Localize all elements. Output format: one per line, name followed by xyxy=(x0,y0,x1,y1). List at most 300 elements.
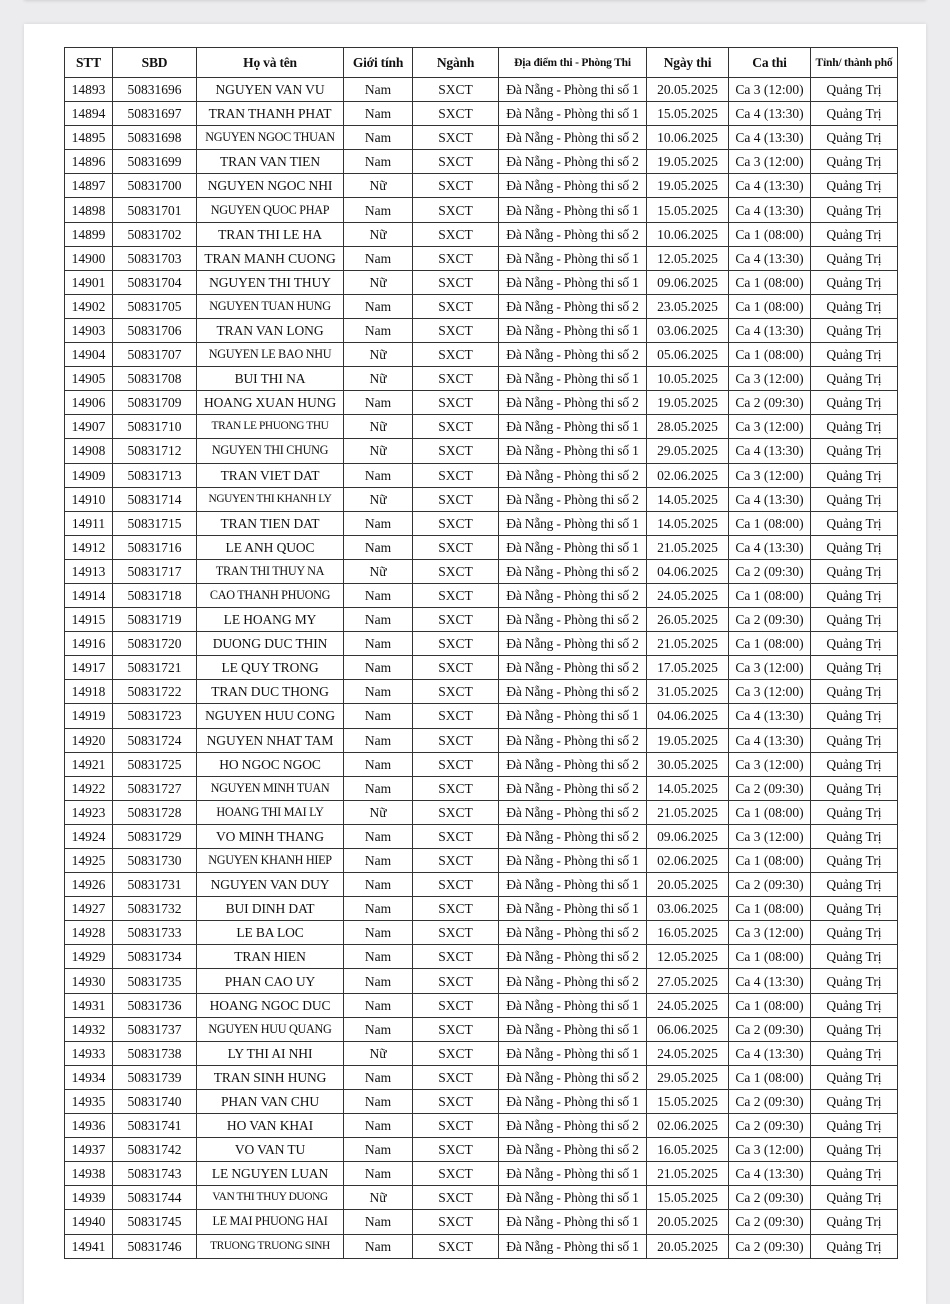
cell-date: 23.05.2025 xyxy=(647,294,729,318)
cell-name: PHAN VAN CHU xyxy=(197,1089,344,1113)
cell-shift: Ca 2 (09:30) xyxy=(729,391,811,415)
cell-date: 12.05.2025 xyxy=(647,246,729,270)
cell-location: Đà Nẵng - Phòng thi số 2 xyxy=(499,174,647,198)
cell-major: SXCT xyxy=(413,800,499,824)
cell-date: 21.05.2025 xyxy=(647,1162,729,1186)
cell-gender: Nữ xyxy=(344,487,413,511)
cell-date: 21.05.2025 xyxy=(647,535,729,559)
cell-province: Quảng Trị xyxy=(811,1017,898,1041)
table-row xyxy=(65,343,898,367)
cell-location: Đà Nẵng - Phòng thi số 2 xyxy=(499,559,647,583)
cell-major: SXCT xyxy=(413,198,499,222)
cell-stt: 14914 xyxy=(65,583,113,607)
table-row xyxy=(65,776,898,800)
cell-sbd: 50831701 xyxy=(113,198,197,222)
cell-location: Đà Nẵng - Phòng thi số 1 xyxy=(499,1186,647,1210)
cell-name: LE NGUYEN LUAN xyxy=(197,1162,344,1186)
cell-major: SXCT xyxy=(413,1065,499,1089)
cell-major: SXCT xyxy=(413,873,499,897)
cell-major: SXCT xyxy=(413,439,499,463)
cell-sbd: 50831703 xyxy=(113,246,197,270)
cell-sbd: 50831712 xyxy=(113,439,197,463)
cell-shift: Ca 4 (13:30) xyxy=(729,102,811,126)
cell-shift: Ca 1 (08:00) xyxy=(729,343,811,367)
table-row xyxy=(65,439,898,463)
cell-name: PHAN CAO UY xyxy=(197,969,344,993)
cell-gender: Nam xyxy=(344,1089,413,1113)
table-row xyxy=(65,824,898,848)
cell-stt: 14907 xyxy=(65,415,113,439)
cell-sbd: 50831740 xyxy=(113,1089,197,1113)
cell-sbd: 50831730 xyxy=(113,849,197,873)
cell-sbd: 50831721 xyxy=(113,656,197,680)
cell-gender: Nam xyxy=(344,897,413,921)
cell-date: 02.06.2025 xyxy=(647,849,729,873)
cell-date: 29.05.2025 xyxy=(647,439,729,463)
cell-gender: Nam xyxy=(344,1114,413,1138)
cell-sbd: 50831734 xyxy=(113,945,197,969)
cell-major: SXCT xyxy=(413,559,499,583)
cell-date: 19.05.2025 xyxy=(647,150,729,174)
cell-shift: Ca 4 (13:30) xyxy=(729,704,811,728)
table-row xyxy=(65,849,898,873)
cell-sbd: 50831700 xyxy=(113,174,197,198)
cell-shift: Ca 2 (09:30) xyxy=(729,1210,811,1234)
cell-date: 31.05.2025 xyxy=(647,680,729,704)
cell-name: LE BA LOC xyxy=(197,921,344,945)
cell-shift: Ca 2 (09:30) xyxy=(729,1089,811,1113)
cell-name: LE HOANG MY xyxy=(197,608,344,632)
cell-stt: 14921 xyxy=(65,752,113,776)
cell-province: Quảng Trị xyxy=(811,487,898,511)
cell-gender: Nam xyxy=(344,728,413,752)
cell-sbd: 50831735 xyxy=(113,969,197,993)
cell-shift: Ca 1 (08:00) xyxy=(729,511,811,535)
cell-date: 10.05.2025 xyxy=(647,367,729,391)
cell-name: LE MAI PHUONG HAI xyxy=(197,1210,344,1234)
cell-stt: 14919 xyxy=(65,704,113,728)
table-row xyxy=(65,246,898,270)
cell-province: Quảng Trị xyxy=(811,1114,898,1138)
cell-date: 04.06.2025 xyxy=(647,704,729,728)
cell-sbd: 50831699 xyxy=(113,150,197,174)
cell-location: Đà Nẵng - Phòng thi số 2 xyxy=(499,487,647,511)
cell-gender: Nam xyxy=(344,873,413,897)
cell-major: SXCT xyxy=(413,222,499,246)
cell-province: Quảng Trị xyxy=(811,343,898,367)
cell-shift: Ca 3 (12:00) xyxy=(729,150,811,174)
cell-date: 20.05.2025 xyxy=(647,873,729,897)
cell-name: NGUYEN THI THUY xyxy=(197,270,344,294)
cell-date: 21.05.2025 xyxy=(647,800,729,824)
table-row xyxy=(65,921,898,945)
cell-date: 12.05.2025 xyxy=(647,945,729,969)
cell-shift: Ca 2 (09:30) xyxy=(729,1114,811,1138)
cell-name: TRAN LE PHUONG THU xyxy=(197,415,344,439)
cell-gender: Nam xyxy=(344,993,413,1017)
cell-name: TRAN VAN TIEN xyxy=(197,150,344,174)
cell-date: 19.05.2025 xyxy=(647,174,729,198)
cell-gender: Nam xyxy=(344,102,413,126)
cell-province: Quảng Trị xyxy=(811,294,898,318)
cell-stt: 14912 xyxy=(65,535,113,559)
cell-major: SXCT xyxy=(413,776,499,800)
cell-sbd: 50831708 xyxy=(113,367,197,391)
cell-major: SXCT xyxy=(413,1234,499,1258)
cell-sbd: 50831709 xyxy=(113,391,197,415)
cell-shift: Ca 1 (08:00) xyxy=(729,993,811,1017)
table-row xyxy=(65,728,898,752)
table-row xyxy=(65,126,898,150)
cell-shift: Ca 2 (09:30) xyxy=(729,873,811,897)
cell-name: DUONG DUC THIN xyxy=(197,632,344,656)
cell-sbd: 50831706 xyxy=(113,318,197,342)
cell-sbd: 50831710 xyxy=(113,415,197,439)
cell-province: Quảng Trị xyxy=(811,1065,898,1089)
cell-stt: 14903 xyxy=(65,318,113,342)
cell-name: VO VAN TU xyxy=(197,1138,344,1162)
cell-name: HOANG THI MAI LY xyxy=(197,800,344,824)
cell-stt: 14899 xyxy=(65,222,113,246)
cell-stt: 14934 xyxy=(65,1065,113,1089)
cell-name: NGUYEN KHANH HIEP xyxy=(197,849,344,873)
cell-name: NGUYEN HUU QUANG xyxy=(197,1017,344,1041)
table-row xyxy=(65,969,898,993)
cell-location: Đà Nẵng - Phòng thi số 2 xyxy=(499,343,647,367)
cell-gender: Nam xyxy=(344,632,413,656)
cell-shift: Ca 2 (09:30) xyxy=(729,1186,811,1210)
cell-gender: Nữ xyxy=(344,1041,413,1065)
table-row xyxy=(65,463,898,487)
cell-date: 09.06.2025 xyxy=(647,270,729,294)
cell-major: SXCT xyxy=(413,752,499,776)
cell-shift: Ca 4 (13:30) xyxy=(729,1041,811,1065)
table-row xyxy=(65,800,898,824)
cell-major: SXCT xyxy=(413,343,499,367)
cell-shift: Ca 3 (12:00) xyxy=(729,1138,811,1162)
cell-stt: 14938 xyxy=(65,1162,113,1186)
cell-date: 10.06.2025 xyxy=(647,222,729,246)
cell-major: SXCT xyxy=(413,391,499,415)
cell-name: NGUYEN MINH TUAN xyxy=(197,776,344,800)
cell-sbd: 50831714 xyxy=(113,487,197,511)
cell-name: NGUYEN LE BAO NHU xyxy=(197,343,344,367)
cell-name: BUI THI NA xyxy=(197,367,344,391)
cell-date: 04.06.2025 xyxy=(647,559,729,583)
cell-location: Đà Nẵng - Phòng thi số 2 xyxy=(499,222,647,246)
cell-name: VAN THI THUY DUONG xyxy=(197,1186,344,1210)
cell-name: NGUYEN TUAN HUNG xyxy=(197,294,344,318)
cell-location: Đà Nẵng - Phòng thi số 1 xyxy=(499,993,647,1017)
cell-major: SXCT xyxy=(413,174,499,198)
cell-date: 03.06.2025 xyxy=(647,897,729,921)
cell-stt: 14930 xyxy=(65,969,113,993)
cell-date: 15.05.2025 xyxy=(647,1186,729,1210)
cell-major: SXCT xyxy=(413,921,499,945)
cell-sbd: 50831715 xyxy=(113,511,197,535)
cell-major: SXCT xyxy=(413,1186,499,1210)
table-header xyxy=(65,48,898,78)
cell-province: Quảng Trị xyxy=(811,126,898,150)
cell-date: 19.05.2025 xyxy=(647,728,729,752)
cell-gender: Nữ xyxy=(344,343,413,367)
cell-gender: Nam xyxy=(344,463,413,487)
table-row xyxy=(65,873,898,897)
cell-shift: Ca 4 (13:30) xyxy=(729,174,811,198)
cell-major: SXCT xyxy=(413,824,499,848)
cell-location: Đà Nẵng - Phòng thi số 1 xyxy=(499,198,647,222)
cell-stt: 14922 xyxy=(65,776,113,800)
cell-name: TRAN SINH HUNG xyxy=(197,1065,344,1089)
table-row xyxy=(65,1138,898,1162)
table-row xyxy=(65,752,898,776)
cell-gender: Nam xyxy=(344,78,413,102)
cell-sbd: 50831727 xyxy=(113,776,197,800)
cell-location: Đà Nẵng - Phòng thi số 2 xyxy=(499,921,647,945)
cell-stt: 14902 xyxy=(65,294,113,318)
cell-stt: 14896 xyxy=(65,150,113,174)
cell-sbd: 50831705 xyxy=(113,294,197,318)
cell-province: Quảng Trị xyxy=(811,704,898,728)
cell-province: Quảng Trị xyxy=(811,921,898,945)
cell-name: TRAN THANH PHAT xyxy=(197,102,344,126)
cell-stt: 14935 xyxy=(65,1089,113,1113)
cell-date: 09.06.2025 xyxy=(647,824,729,848)
table-row xyxy=(65,198,898,222)
table-row xyxy=(65,1234,898,1258)
cell-gender: Nam xyxy=(344,1210,413,1234)
cell-date: 14.05.2025 xyxy=(647,487,729,511)
cell-date: 10.06.2025 xyxy=(647,126,729,150)
header-name: Họ và tên xyxy=(197,48,344,78)
cell-gender: Nam xyxy=(344,1162,413,1186)
cell-stt: 14931 xyxy=(65,993,113,1017)
cell-shift: Ca 1 (08:00) xyxy=(729,222,811,246)
cell-gender: Nữ xyxy=(344,415,413,439)
cell-stt: 14940 xyxy=(65,1210,113,1234)
cell-stt: 14927 xyxy=(65,897,113,921)
cell-major: SXCT xyxy=(413,728,499,752)
cell-stt: 14916 xyxy=(65,632,113,656)
cell-province: Quảng Trị xyxy=(811,969,898,993)
cell-shift: Ca 4 (13:30) xyxy=(729,198,811,222)
cell-gender: Nam xyxy=(344,1138,413,1162)
cell-location: Đà Nẵng - Phòng thi số 2 xyxy=(499,800,647,824)
table-row xyxy=(65,1114,898,1138)
cell-location: Đà Nẵng - Phòng thi số 1 xyxy=(499,415,647,439)
cell-major: SXCT xyxy=(413,993,499,1017)
table-row xyxy=(65,583,898,607)
cell-name: NGUYEN NGOC THUAN xyxy=(197,126,344,150)
cell-major: SXCT xyxy=(413,608,499,632)
cell-sbd: 50831737 xyxy=(113,1017,197,1041)
cell-shift: Ca 4 (13:30) xyxy=(729,728,811,752)
cell-province: Quảng Trị xyxy=(811,1162,898,1186)
cell-major: SXCT xyxy=(413,246,499,270)
cell-date: 02.06.2025 xyxy=(647,463,729,487)
cell-sbd: 50831741 xyxy=(113,1114,197,1138)
cell-province: Quảng Trị xyxy=(811,776,898,800)
cell-stt: 14932 xyxy=(65,1017,113,1041)
table-row xyxy=(65,1017,898,1041)
cell-name: HOANG XUAN HUNG xyxy=(197,391,344,415)
cell-province: Quảng Trị xyxy=(811,150,898,174)
cell-shift: Ca 2 (09:30) xyxy=(729,776,811,800)
cell-province: Quảng Trị xyxy=(811,752,898,776)
cell-name: HOANG NGOC DUC xyxy=(197,993,344,1017)
table-body xyxy=(65,78,898,1259)
cell-province: Quảng Trị xyxy=(811,656,898,680)
table-row xyxy=(65,294,898,318)
cell-sbd: 50831739 xyxy=(113,1065,197,1089)
table-row xyxy=(65,1089,898,1113)
cell-gender: Nam xyxy=(344,945,413,969)
cell-major: SXCT xyxy=(413,318,499,342)
cell-province: Quảng Trị xyxy=(811,728,898,752)
cell-stt: 14905 xyxy=(65,367,113,391)
cell-location: Đà Nẵng - Phòng thi số 2 xyxy=(499,752,647,776)
cell-sbd: 50831738 xyxy=(113,1041,197,1065)
cell-gender: Nữ xyxy=(344,800,413,824)
cell-location: Đà Nẵng - Phòng thi số 2 xyxy=(499,126,647,150)
cell-province: Quảng Trị xyxy=(811,680,898,704)
cell-location: Đà Nẵng - Phòng thi số 1 xyxy=(499,1234,647,1258)
cell-gender: Nam xyxy=(344,921,413,945)
cell-location: Đà Nẵng - Phòng thi số 2 xyxy=(499,608,647,632)
cell-stt: 14909 xyxy=(65,463,113,487)
cell-province: Quảng Trị xyxy=(811,608,898,632)
cell-sbd: 50831742 xyxy=(113,1138,197,1162)
cell-sbd: 50831732 xyxy=(113,897,197,921)
cell-sbd: 50831724 xyxy=(113,728,197,752)
cell-major: SXCT xyxy=(413,1162,499,1186)
cell-gender: Nam xyxy=(344,511,413,535)
cell-province: Quảng Trị xyxy=(811,535,898,559)
cell-shift: Ca 3 (12:00) xyxy=(729,78,811,102)
cell-gender: Nam xyxy=(344,824,413,848)
cell-stt: 14894 xyxy=(65,102,113,126)
cell-location: Đà Nẵng - Phòng thi số 1 xyxy=(499,318,647,342)
cell-province: Quảng Trị xyxy=(811,367,898,391)
cell-name: TRAN DUC THONG xyxy=(197,680,344,704)
cell-shift: Ca 1 (08:00) xyxy=(729,897,811,921)
cell-shift: Ca 3 (12:00) xyxy=(729,415,811,439)
cell-stt: 14904 xyxy=(65,343,113,367)
cell-major: SXCT xyxy=(413,969,499,993)
cell-gender: Nam xyxy=(344,1234,413,1258)
cell-sbd: 50831743 xyxy=(113,1162,197,1186)
cell-sbd: 50831704 xyxy=(113,270,197,294)
cell-location: Đà Nẵng - Phòng thi số 1 xyxy=(499,535,647,559)
cell-stt: 14910 xyxy=(65,487,113,511)
cell-date: 20.05.2025 xyxy=(647,1234,729,1258)
cell-location: Đà Nẵng - Phòng thi số 2 xyxy=(499,463,647,487)
cell-location: Đà Nẵng - Phòng thi số 1 xyxy=(499,873,647,897)
cell-major: SXCT xyxy=(413,150,499,174)
cell-stt: 14917 xyxy=(65,656,113,680)
cell-date: 28.05.2025 xyxy=(647,415,729,439)
cell-date: 15.05.2025 xyxy=(647,198,729,222)
cell-gender: Nam xyxy=(344,969,413,993)
cell-gender: Nam xyxy=(344,776,413,800)
cell-stt: 14908 xyxy=(65,439,113,463)
cell-shift: Ca 4 (13:30) xyxy=(729,318,811,342)
cell-sbd: 50831720 xyxy=(113,632,197,656)
cell-major: SXCT xyxy=(413,511,499,535)
cell-province: Quảng Trị xyxy=(811,1234,898,1258)
cell-shift: Ca 4 (13:30) xyxy=(729,246,811,270)
cell-province: Quảng Trị xyxy=(811,849,898,873)
cell-date: 20.05.2025 xyxy=(647,78,729,102)
cell-province: Quảng Trị xyxy=(811,246,898,270)
cell-location: Đà Nẵng - Phòng thi số 1 xyxy=(499,511,647,535)
header-major: Ngành xyxy=(413,48,499,78)
cell-major: SXCT xyxy=(413,415,499,439)
table-row xyxy=(65,1065,898,1089)
cell-major: SXCT xyxy=(413,126,499,150)
table-row xyxy=(65,897,898,921)
cell-stt: 14926 xyxy=(65,873,113,897)
header-stt: STT xyxy=(65,48,113,78)
cell-province: Quảng Trị xyxy=(811,559,898,583)
cell-stt: 14925 xyxy=(65,849,113,873)
cell-name: TRUONG TRUONG SINH xyxy=(197,1234,344,1258)
cell-date: 03.06.2025 xyxy=(647,318,729,342)
cell-major: SXCT xyxy=(413,535,499,559)
cell-major: SXCT xyxy=(413,294,499,318)
cell-gender: Nam xyxy=(344,391,413,415)
cell-sbd: 50831717 xyxy=(113,559,197,583)
cell-date: 21.05.2025 xyxy=(647,632,729,656)
cell-sbd: 50831731 xyxy=(113,873,197,897)
cell-gender: Nam xyxy=(344,1017,413,1041)
cell-sbd: 50831702 xyxy=(113,222,197,246)
cell-major: SXCT xyxy=(413,1089,499,1113)
cell-date: 19.05.2025 xyxy=(647,391,729,415)
cell-sbd: 50831733 xyxy=(113,921,197,945)
cell-location: Đà Nẵng - Phòng thi số 2 xyxy=(499,945,647,969)
cell-gender: Nam xyxy=(344,1065,413,1089)
cell-major: SXCT xyxy=(413,367,499,391)
cell-major: SXCT xyxy=(413,1114,499,1138)
cell-shift: Ca 3 (12:00) xyxy=(729,463,811,487)
cell-date: 02.06.2025 xyxy=(647,1114,729,1138)
cell-province: Quảng Trị xyxy=(811,415,898,439)
table-row xyxy=(65,608,898,632)
cell-date: 15.05.2025 xyxy=(647,1089,729,1113)
cell-name: TRAN THI LE HA xyxy=(197,222,344,246)
cell-stt: 14936 xyxy=(65,1114,113,1138)
cell-major: SXCT xyxy=(413,487,499,511)
header-shift: Ca thi xyxy=(729,48,811,78)
cell-major: SXCT xyxy=(413,270,499,294)
cell-province: Quảng Trị xyxy=(811,102,898,126)
cell-date: 06.06.2025 xyxy=(647,1017,729,1041)
cell-major: SXCT xyxy=(413,680,499,704)
cell-stt: 14928 xyxy=(65,921,113,945)
cell-location: Đà Nẵng - Phòng thi số 1 xyxy=(499,704,647,728)
header-sbd: SBD xyxy=(113,48,197,78)
cell-location: Đà Nẵng - Phòng thi số 2 xyxy=(499,1065,647,1089)
cell-shift: Ca 4 (13:30) xyxy=(729,535,811,559)
cell-major: SXCT xyxy=(413,1041,499,1065)
cell-location: Đà Nẵng - Phòng thi số 1 xyxy=(499,439,647,463)
cell-major: SXCT xyxy=(413,1017,499,1041)
cell-shift: Ca 3 (12:00) xyxy=(729,680,811,704)
cell-gender: Nam xyxy=(344,656,413,680)
cell-location: Đà Nẵng - Phòng thi số 1 xyxy=(499,1162,647,1186)
cell-location: Đà Nẵng - Phòng thi số 1 xyxy=(499,78,647,102)
